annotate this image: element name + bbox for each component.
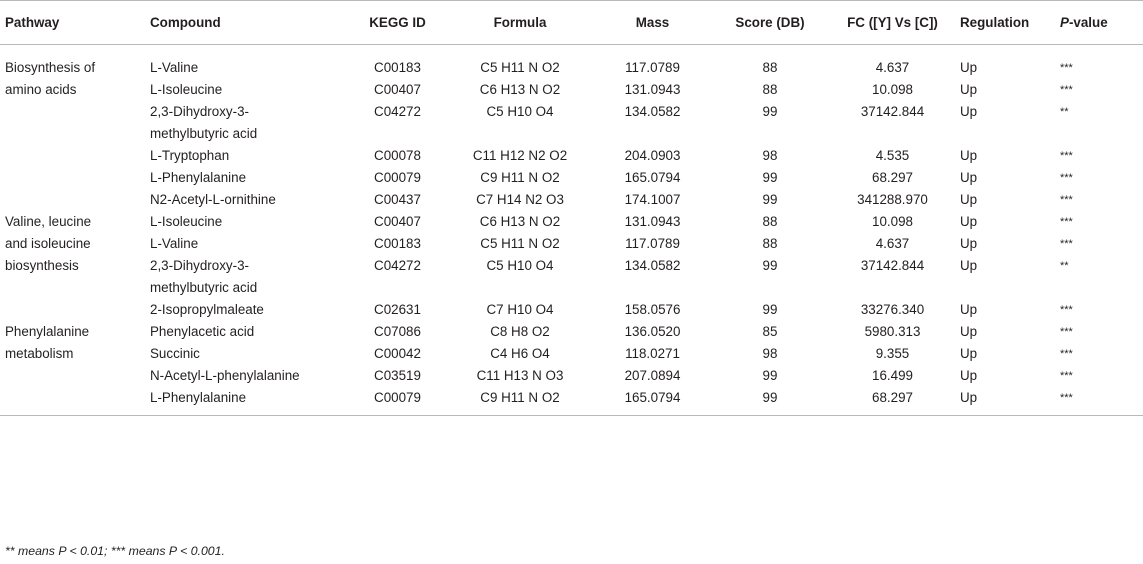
cell-fc: 341288.970 <box>857 192 928 207</box>
header-regulation: Regulation <box>960 1 1060 45</box>
cell-pathway: metabolism <box>5 346 74 361</box>
cell-mass: 158.0576 <box>624 302 681 317</box>
cell-kegg-id: C02631 <box>374 302 421 317</box>
cell-fc: 10.098 <box>872 82 913 97</box>
table-row <box>0 101 1143 145</box>
cell-fc: 37142.844 <box>860 104 925 119</box>
cell-regulation: Up <box>960 236 978 251</box>
cell-regulation: Up <box>960 258 978 273</box>
cell-p-value: ** <box>1060 106 1069 118</box>
cell-mass: 131.0943 <box>624 82 681 97</box>
table-row <box>0 321 1143 343</box>
cell-pathway <box>0 145 150 167</box>
cell-formula: C9 H11 N O2 <box>480 170 560 185</box>
cell-score: 99 <box>762 258 778 273</box>
cell-compound: Succinic <box>150 346 200 361</box>
cell-formula: C5 H10 O4 <box>486 258 554 273</box>
cell-kegg-id: C00078 <box>374 148 421 163</box>
cell-regulation: Up <box>960 170 978 185</box>
table-row <box>0 255 1143 299</box>
cell-fc: 4.535 <box>875 148 910 163</box>
cell-kegg-id: C00407 <box>374 214 421 229</box>
cell-p-value: *** <box>1060 304 1073 316</box>
cell-p-value: *** <box>1060 216 1073 228</box>
cell-kegg-id: C03519 <box>374 368 421 383</box>
table-row <box>0 387 1143 416</box>
header-kegg-id: KEGG ID <box>345 1 450 45</box>
cell-regulation: Up <box>960 346 978 361</box>
table-row <box>0 189 1143 211</box>
cell-compound: 2,3-Dihydroxy-3-methylbutyric acid <box>150 104 258 141</box>
cell-score: 99 <box>762 170 778 185</box>
cell-formula: C5 H11 N O2 <box>480 236 560 251</box>
cell-compound: N2-Acetyl-L-ornithine <box>150 192 276 207</box>
table-row <box>0 145 1143 167</box>
header-score: Score (DB) <box>715 1 825 45</box>
cell-p-value: *** <box>1060 194 1073 206</box>
cell-mass: 134.0582 <box>624 104 681 119</box>
cell-mass: 134.0582 <box>624 258 681 273</box>
cell-kegg-id: C00079 <box>345 387 450 416</box>
cell-regulation: Up <box>960 302 978 317</box>
cell-fc: 4.637 <box>875 60 910 75</box>
cell-kegg-id: C00079 <box>374 170 421 185</box>
cell-kegg-id: C00183 <box>374 236 421 251</box>
cell-formula: C9 H11 N O2 <box>450 387 590 416</box>
cell-mass: 207.0894 <box>624 368 681 383</box>
cell-regulation: Up <box>960 60 978 75</box>
cell-pathway: Valine, leucine <box>5 214 92 229</box>
cell-p-value: *** <box>1060 387 1143 416</box>
cell-p-value: *** <box>1060 172 1073 184</box>
header-compound: Compound <box>150 1 345 45</box>
cell-regulation: Up <box>960 104 978 119</box>
cell-fc: 10.098 <box>872 214 913 229</box>
cell-mass: 117.0789 <box>625 236 680 251</box>
cell-p-value: *** <box>1060 326 1073 338</box>
header-p-italic: P <box>1060 15 1069 30</box>
cell-formula: C6 H13 N O2 <box>479 214 561 229</box>
cell-compound: N-Acetyl-L-phenylalanine <box>150 368 300 383</box>
cell-kegg-id: C04272 <box>374 104 421 119</box>
cell-pathway <box>0 167 150 189</box>
table-row <box>0 79 1143 101</box>
cell-score: 88 <box>762 236 778 251</box>
header-formula: Formula <box>450 1 590 45</box>
cell-compound: L-Valine <box>150 236 199 251</box>
table-row <box>0 211 1143 233</box>
cell-p-value: *** <box>1060 238 1073 250</box>
cell-fc: 37142.844 <box>860 258 925 273</box>
cell-pathway: biosynthesis <box>5 258 79 273</box>
cell-regulation: Up <box>960 214 978 229</box>
cell-formula: C8 H8 O2 <box>490 324 550 339</box>
cell-pathway <box>0 101 150 145</box>
cell-kegg-id: C00437 <box>374 192 421 207</box>
cell-score: 99 <box>762 192 778 207</box>
cell-compound: L-Phenylalanine <box>150 387 345 416</box>
table-body <box>0 45 1143 416</box>
cell-formula: C7 H14 N2 O3 <box>476 192 564 207</box>
cell-pathway: and isoleucine <box>5 236 91 251</box>
cell-kegg-id: C00183 <box>374 60 421 75</box>
cell-fc: 33276.340 <box>860 302 925 317</box>
cell-p-value: *** <box>1060 370 1073 382</box>
cell-p-value: *** <box>1060 62 1073 74</box>
cell-mass: 174.1007 <box>624 192 681 207</box>
cell-fc: 4.637 <box>875 236 910 251</box>
table-row <box>0 343 1143 365</box>
cell-compound: L-Tryptophan <box>150 148 230 163</box>
cell-fc: 68.297 <box>825 387 960 416</box>
cell-p-value: *** <box>1060 150 1073 162</box>
cell-p-value: *** <box>1060 84 1073 96</box>
cell-fc: 16.499 <box>872 368 913 383</box>
cell-formula: C4 H6 O4 <box>490 346 550 361</box>
cell-score: 98 <box>762 346 778 361</box>
cell-regulation: Up <box>960 82 978 97</box>
cell-score: 85 <box>762 324 778 339</box>
cell-regulation: Up <box>960 148 978 163</box>
cell-formula: C5 H10 O4 <box>486 104 554 119</box>
cell-pathway <box>0 299 150 321</box>
cell-mass: 118.0271 <box>625 346 680 361</box>
cell-regulation: Up <box>960 324 978 339</box>
table-row <box>0 299 1143 321</box>
table-row <box>0 45 1143 80</box>
cell-compound: 2,3-Dihydroxy-3-methylbutyric acid <box>150 258 258 295</box>
header-mass: Mass <box>590 1 715 45</box>
cell-compound: L-Isoleucine <box>150 82 223 97</box>
cell-formula: C11 H13 N O3 <box>476 368 564 383</box>
cell-score: 99 <box>762 104 778 119</box>
table-row <box>0 365 1143 387</box>
table-row <box>0 233 1143 255</box>
cell-pathway <box>0 365 150 387</box>
cell-score: 99 <box>762 368 778 383</box>
cell-kegg-id: C00042 <box>374 346 421 361</box>
cell-regulation: Up <box>960 368 978 383</box>
cell-score: 88 <box>762 60 778 75</box>
cell-mass: 136.0520 <box>624 324 681 339</box>
header-p-value <box>1060 1 1143 45</box>
cell-pathway <box>0 189 150 211</box>
header-fc: FC ([Y] Vs [C]) <box>825 1 960 45</box>
cell-mass: 165.0794 <box>624 170 681 185</box>
cell-kegg-id: C00407 <box>374 82 421 97</box>
cell-formula: C11 H12 N2 O2 <box>472 148 568 163</box>
cell-compound: L-Isoleucine <box>150 214 223 229</box>
cell-mass: 117.0789 <box>625 60 680 75</box>
cell-pathway: amino acids <box>5 82 77 97</box>
cell-compound: L-Valine <box>150 60 199 75</box>
cell-pathway: Biosynthesis of <box>5 60 96 75</box>
cell-mass: 165.0794 <box>590 387 715 416</box>
footnote: ** means P < 0.01; *** means P < 0.001. <box>5 544 225 558</box>
cell-p-value: ** <box>1060 260 1069 272</box>
cell-mass: 131.0943 <box>624 214 681 229</box>
cell-fc: 68.297 <box>872 170 913 185</box>
cell-score: 99 <box>715 387 825 416</box>
cell-formula: C6 H13 N O2 <box>479 82 561 97</box>
cell-pathway <box>0 387 150 416</box>
cell-fc: 9.355 <box>875 346 910 361</box>
cell-kegg-id: C07086 <box>374 324 421 339</box>
cell-compound: 2-Isopropylmaleate <box>150 302 264 317</box>
cell-p-value: *** <box>1060 348 1073 360</box>
cell-score: 88 <box>762 214 778 229</box>
cell-score: 88 <box>762 82 778 97</box>
cell-score: 98 <box>762 148 778 163</box>
cell-fc: 5980.313 <box>864 324 921 339</box>
cell-pathway: Phenylalanine <box>5 324 90 339</box>
cell-mass: 204.0903 <box>624 148 681 163</box>
cell-regulation: Up <box>960 192 978 207</box>
header-pathway: Pathway <box>0 1 150 45</box>
cell-kegg-id: C04272 <box>374 258 421 273</box>
cell-compound: L-Phenylalanine <box>150 170 247 185</box>
header-p-rest: -value <box>1068 15 1108 30</box>
cell-regulation: Up <box>960 387 1060 416</box>
cell-score: 99 <box>762 302 778 317</box>
cell-formula: C7 H10 O4 <box>486 302 554 317</box>
table-header-row <box>0 1 1143 45</box>
cell-compound: Phenylacetic acid <box>150 324 255 339</box>
table-row <box>0 167 1143 189</box>
cell-formula: C5 H11 N O2 <box>480 60 560 75</box>
